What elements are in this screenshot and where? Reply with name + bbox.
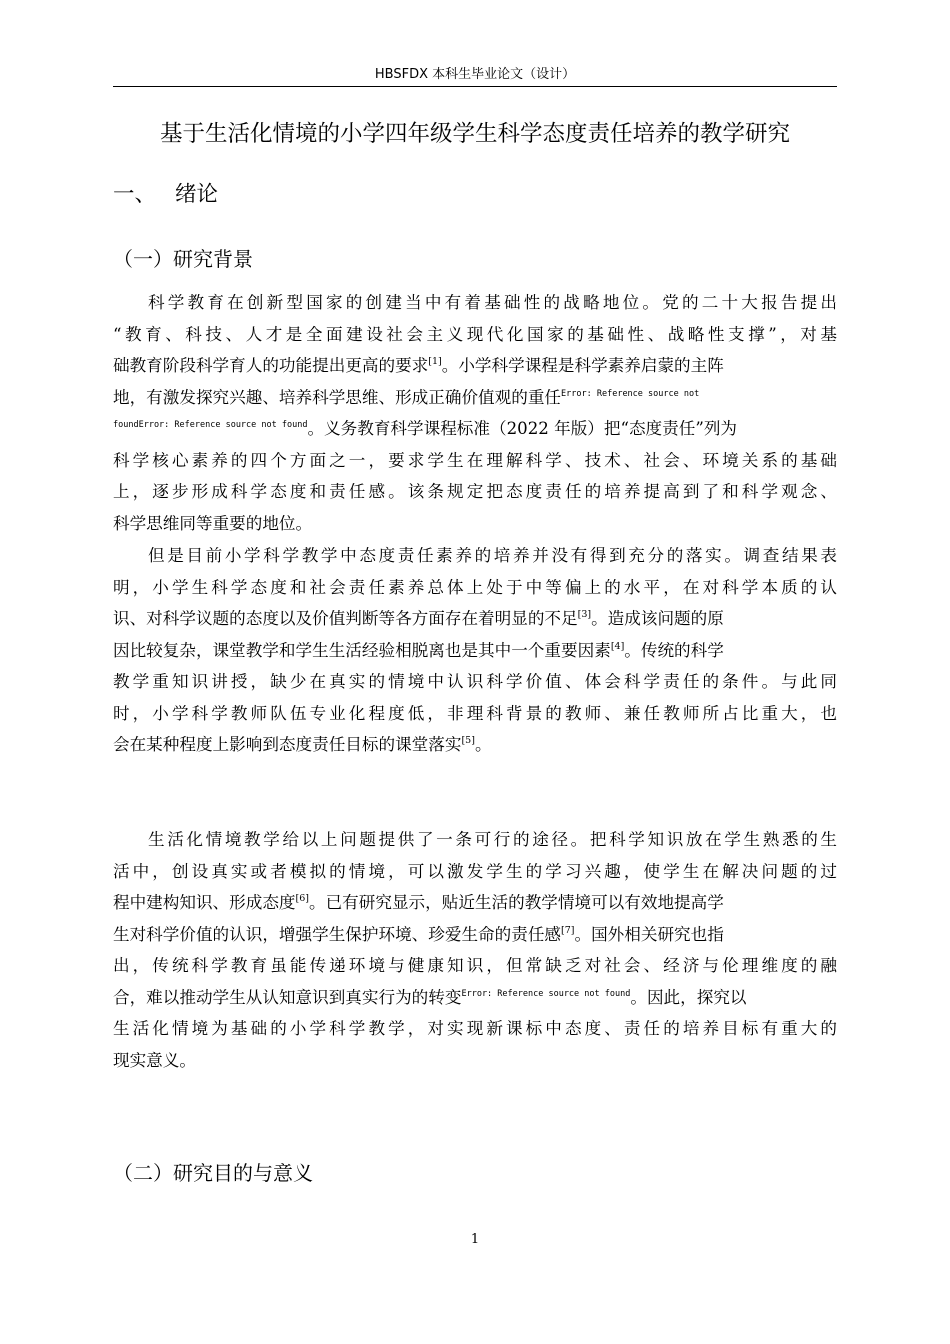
text-run: 。已有研究显示，贴近生活的教学情境可以有效地提高学 xyxy=(309,893,724,912)
text-run: 。传统的科学 xyxy=(624,640,724,660)
text-line: 生活化情境为基础的小学科学教学，对实现新课标中态度、责任的培养目标有重大的 xyxy=(113,1019,837,1038)
text-run: 。造成该问题的原 xyxy=(591,609,724,628)
citation-ref: [7] xyxy=(561,924,575,936)
text-line: 时，小学科学教师队伍专业化程度低，非理科背景的教师、兼任教师所占比重大，也 xyxy=(113,703,837,723)
reference-error: Error: Reference source not found xyxy=(461,988,631,999)
text-run: 生对科学价值的认识，增强学生保护环境、珍爱生命的责任感 xyxy=(113,924,562,944)
text-run: 程中建构知识、形成态度 xyxy=(113,893,296,912)
subsection-heading-background: （一）研究背景 xyxy=(113,247,253,271)
text-run: 因比较复杂，课堂教学和学生生活经验相脱离也是其中一个重要因素 xyxy=(113,640,611,660)
page-number: 1 xyxy=(470,1232,480,1247)
text-line: 科学教育在创新型国家的创建当中有着基础性的战略地位。党的二十大报告提出 xyxy=(148,293,837,312)
text-run: 。义务教育科学课程标准（2022 年版）把“态度责任”列为 xyxy=(307,419,738,438)
text-line xyxy=(113,635,837,667)
text-run: 识、对科学议题的态度以及价值判断等各方面存在着明显的不足 xyxy=(113,609,578,628)
text-run: 。国外相关研究也指 xyxy=(574,924,724,944)
paragraph-background-2 xyxy=(113,540,837,761)
citation-ref: [6] xyxy=(295,893,309,904)
text-line: 上，逐步形成科学态度和责任感。该条规定把态度责任的培养提高到了和科学观念、 xyxy=(113,482,837,501)
text-line: 教学重知识讲授，缺少在真实的情境中认识科学价值、体会科学责任的条件。与此同 xyxy=(113,672,837,691)
text-run: 合，难以推动学生从认知意识到真实行为的转变 xyxy=(113,987,462,1007)
text-line xyxy=(113,382,837,414)
text-line: “教育、科技、人才是全面建设社会主义现代化国家的基础性、战略性支撑”，对基 xyxy=(113,324,837,344)
text-line xyxy=(113,603,837,635)
text-line: 生活化情境教学给以上问题提供了一条可行的途径。把科学知识放在学生熟悉的生 xyxy=(148,830,837,849)
reference-error: Error: Reference source not xyxy=(561,388,700,399)
text-run: 会在某种程度上影响到态度责任目标的课堂落实 xyxy=(113,735,462,754)
paragraph-background-1 xyxy=(113,287,837,539)
citation-ref: [5] xyxy=(461,735,475,746)
citation-ref: [3] xyxy=(577,609,592,620)
text-line xyxy=(113,982,837,1014)
subsection-heading-purpose: （二）研究目的与意义 xyxy=(113,1161,313,1185)
running-header: HBSFDX 本科生毕业论文（设计） xyxy=(113,64,837,87)
text-line: 科学核心素养的四个方面之一，要求学生在理解科学、技术、社会、环境关系的基础 xyxy=(113,450,837,470)
text-run: 。 xyxy=(474,735,492,754)
text-line: 现实意义。 xyxy=(113,1050,196,1070)
citation-ref: [1] xyxy=(428,356,442,367)
paragraph-background-3 xyxy=(113,824,837,1076)
text-line xyxy=(113,729,837,761)
text-run: 地，有激发探究兴趣、培养科学思维、形成正确价值观的重任 xyxy=(113,387,562,407)
section-label: 绪论 xyxy=(175,182,219,207)
text-line: 明，小学生科学态度和社会责任素养总体上处于中等偏上的水平，在对科学本质的认 xyxy=(113,577,837,597)
text-line: 科学思维同等重要的地位。 xyxy=(113,513,313,533)
text-line xyxy=(113,413,837,445)
text-line xyxy=(113,350,837,382)
reference-error: foundError: Reference source not found xyxy=(113,420,308,430)
text-run: 。因此，探究以 xyxy=(630,987,747,1007)
text-line: 活中，创设真实或者模拟的情境，可以激发学生的学习兴趣，使学生在解决问题的过 xyxy=(113,861,837,881)
text-run: 。小学科学课程是科学素养启蒙的主阵 xyxy=(441,356,724,375)
text-line xyxy=(113,919,837,951)
text-line: 出，传统科学教育虽能传递环境与健康知识，但常缺乏对社会、经济与伦理维度的融 xyxy=(113,956,837,975)
text-line: 但是目前小学科学教学中态度责任素养的培养并没有得到充分的落实。调查结果表 xyxy=(148,546,837,565)
citation-ref: [4] xyxy=(610,640,625,652)
text-run: 础教育阶段科学育人的功能提出更高的要求 xyxy=(113,356,429,375)
section-heading xyxy=(113,180,218,210)
section-number: 一、 xyxy=(113,182,157,207)
text-line xyxy=(113,887,837,919)
paper-title: 基于生活化情境的小学四年级学生科学态度责任培养的教学研究 xyxy=(159,121,790,147)
